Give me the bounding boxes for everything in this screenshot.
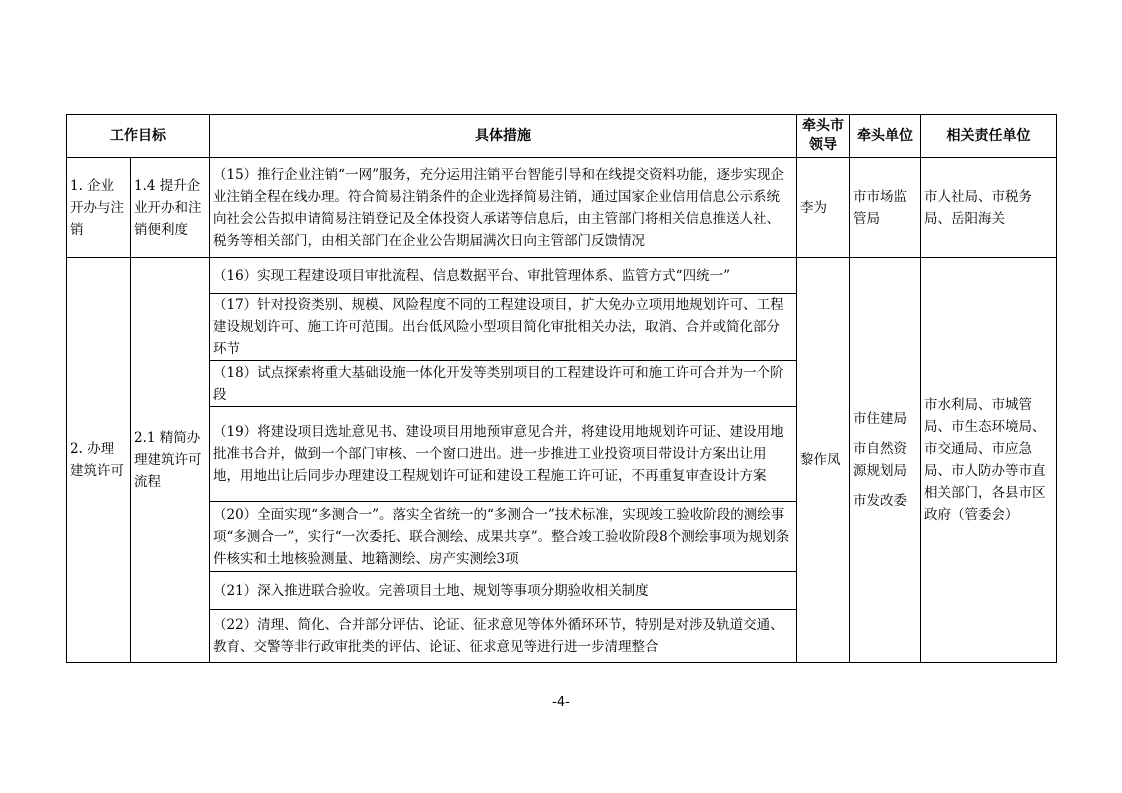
measure-cell: （18）试点探索将重大基础设施一体化开发等类别项目的工程建设许可和施工许可合并为一个阶段 [210, 361, 797, 407]
measure-cell: （20）全面实现“多测合一”。落实全省统一的“多测合一”技术标准，实现竣工验收阶段的测绘事项“多测合一”，实行“一次委托、联合测绘、成果共享”。整合竣工验收阶段8个测绘事项为规划条件核实和土地核验测量、地籍测绘、房产实测绘3项 [210, 502, 797, 572]
lead-unit-housing: 市住建局 [853, 411, 907, 427]
lead-unit-resources: 市自然资源规划局 [853, 441, 907, 479]
leader-cell: 黎作凤 [797, 258, 850, 663]
table-row [67, 258, 1057, 294]
resp-units-cell: 市人社局、市税务局、岳阳海关 [921, 158, 1057, 258]
lead-unit-development: 市发改委 [853, 493, 907, 509]
measures-table [66, 114, 1057, 663]
measure-cell: （15）推行企业注销“一网”服务，充分运用注销平台智能引导和在线提交资料功能，逐步实现企业注销全程在线办理。符合简易注销条件的企业选择简易注销，通过国家企业信用信息公示系统向社会公告拟申请简易注销登记及全体投资人承诺等信息后，由主管部门将相关信息推送人社、税务等相关部门，由相关部门在企业公告期届满次日向主管部门反馈情况 [210, 158, 797, 258]
subgoal-cell: 2.1 精简办理建筑许可流程 [131, 258, 210, 663]
subgoal-cell: 1.4 提升企业开办和注销便利度 [131, 158, 210, 258]
measure-cell: （17）针对投资类别、规模、风险程度不同的工程建设项目，扩大免办立项用地规划许可、工程建设规划许可、施工许可范围。出台低风险小型项目简化审批相关办法，取消、合并或简化部分环节 [210, 294, 797, 361]
leader-cell: 李为 [797, 158, 850, 258]
resp-units-cell: 市水利局、市城管局、市生态环境局、市交通局、市应急局、市人防办等市直相关部门，各县市区政府（管委会） [921, 258, 1057, 663]
measure-cell: （22）清理、简化、合并部分评估、论证、征求意见等体外循环环节，特别是对涉及轨道交通、教育、交警等非行政审批类的评估、论证、征求意见等进行进一步清理整合 [210, 610, 797, 663]
table-row [67, 158, 1057, 258]
lead-unit-cell [850, 258, 921, 663]
goal-cell: 2. 办理建筑许可 [67, 258, 131, 663]
page-number: -4- [552, 695, 570, 710]
lead-unit-cell: 市市场监管局 [850, 158, 921, 258]
header-leader: 牵头市领导 [797, 115, 850, 158]
header-resp-units: 相关责任单位 [921, 115, 1057, 158]
header-measures: 具体措施 [210, 115, 797, 158]
measure-cell: （16）实现工程建设项目审批流程、信息数据平台、审批管理体系、监管方式“四统一” [210, 258, 797, 294]
header-row [67, 115, 1057, 158]
measure-cell: （19）将建设项目选址意见书、建设项目用地预审意见合并，将建设用地规划许可证、建设用地批准书合并，做到一个部门审核、一个窗口进出。进一步推进工业投资项目带设计方案出让用地，用地出让后同步办理建设工程规划许可证和建设工程施工许可证，不再重复审查设计方案 [210, 407, 797, 502]
header-lead-unit: 牵头单位 [850, 115, 921, 158]
goal-cell: 1. 企业开办与注销 [67, 158, 131, 258]
measure-cell: （21）深入推进联合验收。完善项目土地、规划等事项分期验收相关制度 [210, 572, 797, 610]
header-goal: 工作目标 [67, 115, 210, 158]
